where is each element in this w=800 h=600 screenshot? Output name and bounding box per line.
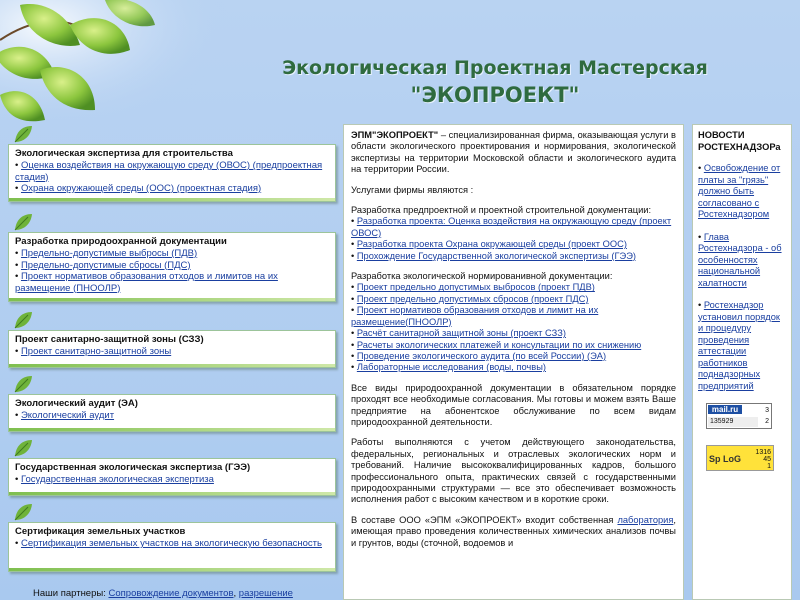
link-project-pdv[interactable]: Проект предельно допустимых выбросов (проект ПДВ) bbox=[356, 282, 595, 293]
main-content bbox=[343, 124, 684, 600]
section-title: Разработка природоохранной документации bbox=[15, 236, 227, 247]
green-bar bbox=[9, 492, 335, 495]
leaves-decoration bbox=[0, 0, 230, 130]
link-laboratory[interactable]: лаборатория bbox=[617, 514, 674, 525]
link-pdv[interactable]: Предельно-допустимые выбросы (ПДВ) bbox=[20, 248, 198, 259]
leaf-icon bbox=[12, 374, 34, 394]
site-title bbox=[245, 56, 745, 108]
link-project-oos[interactable]: Разработка проекта Охрана окружающей среды (проект ООС) bbox=[356, 239, 627, 250]
link-project-pnoolr[interactable]: Проект нормативов образования отходов и лимит на их размещение(ПНООЛР) bbox=[351, 305, 599, 327]
section-box: Экологический аудит (ЭА) • Экологический аудит bbox=[8, 394, 336, 432]
partner-link-permit[interactable]: разрешение bbox=[238, 588, 293, 599]
spylog-logo: Sp LoG bbox=[709, 454, 741, 464]
section-box: Разработка природоохранной документации • Предельно-допустимые выбросы (ПДВ) • Предельно-допустимые сбросы (ПДС) • Проект нормативов образования отходов и лимитов на их размещение (ПНООЛР) bbox=[8, 232, 336, 302]
services-heading: Услугами фирмы являются : bbox=[351, 184, 474, 195]
section-title: Проект санитарно-защитной зоны (СЗЗ) bbox=[15, 334, 204, 345]
green-bar bbox=[9, 568, 335, 571]
site-title-line1: Экологическая Проектная Мастерская bbox=[282, 57, 708, 79]
block1-heading: Разработка предпроектной и проектной строительной документации: bbox=[351, 205, 652, 216]
partner-link-docs[interactable]: Сопровождение документов bbox=[108, 588, 234, 599]
leaf-icon bbox=[12, 124, 34, 144]
section-box: Государственная экологическая экспертиза (ГЭЭ) • Государственная экологическая экспертиза bbox=[8, 458, 336, 496]
block1: Разработка предпроектной и проектной строительной документации: • Разработка проекта: Оценка воздействия на окружающую среду (проект ОВОС) • Разработка проекта Охрана окружающей среды (проект ООС) • Прохождение Государственной экологической экспертизы (ГЭЭ) bbox=[351, 205, 672, 261]
work-paragraph: Работы выполняются с учетом действующего законодательства, федеральных, региональных и отраслевых экологических норм и требований. Наличие высококвалифицированных кадров, большого профессионального опыта, практических связей с государственными природоохранными структурами — все это обеспечивает возможность исполнения работ с высоким качеством и в короткие сроки. bbox=[351, 437, 676, 505]
site-title-line2: "ЭКОПРОЕКТ" bbox=[410, 83, 580, 107]
intro-paragraph: ЭПМ"ЭКОПРОЕКТ" – специализированная фирма, оказывающая услуги в области экологического проектирования и нормирования, экологической экспертизы на территории Московской области и экологического аудита на территории России. bbox=[351, 130, 676, 175]
section-box: Сертификация земельных участков • Сертификация земельных участков на экологическую безопасность bbox=[8, 522, 336, 572]
news-link-attestation[interactable]: Ростехнадзор установил порядок и процедуру проведения аттестации работников поднадзорных предприятий bbox=[698, 300, 780, 391]
section-title: Сертификация земельных участков bbox=[15, 526, 186, 537]
link-eco-audit[interactable]: Проведение экологического аудита (по всей России) (ЭА) bbox=[356, 350, 607, 361]
link-eco-payments[interactable]: Расчеты экологических платежей и консультации по их снижению bbox=[356, 339, 642, 350]
green-bar bbox=[9, 298, 335, 301]
block2: Разработка экологической нормированивной документации: • Проект предельно допустимых выбросов (проект ПДВ) • Проект предельно допустимых сбросов (проект ПДС) • Проект нормативов образования отходов и лимит на их размещение(ПНООЛР) • Расчёт санитарной защитной зоны (проект СЗЗ) • Расчеты экологических платежей и консультации по их снижению • Проведение экологического аудита (по всей России) (ЭА) • Лабораторные исследования (воды, почвы) bbox=[351, 271, 642, 373]
link-project-szz[interactable]: Расчёт санитарной защитной зоны (проект СЗЗ) bbox=[356, 328, 566, 339]
link-lab-research[interactable]: Лабораторные исследования (воды, почвы) bbox=[356, 362, 546, 373]
mailru-counter[interactable]: mail.ru 135929 3 2 bbox=[706, 403, 772, 429]
block2-heading: Разработка экологической нормированивной документации: bbox=[351, 271, 613, 282]
spylog-counter[interactable]: Sp LoG 1316 45 1 bbox=[706, 445, 774, 471]
company-name: ЭПМ"ЭКОПРОЕКТ" bbox=[351, 130, 439, 140]
link-land-cert[interactable]: Сертификация земельных участков на экологическую безопасность bbox=[20, 538, 322, 549]
section-title: Государственная экологическая экспертиза (ГЭЭ) bbox=[15, 462, 251, 473]
partners-label: Наши партнеры: bbox=[33, 588, 106, 599]
green-bar bbox=[9, 198, 335, 201]
leaf-icon bbox=[12, 310, 34, 330]
link-audit[interactable]: Экологический аудит bbox=[20, 410, 115, 421]
news-heading: НОВОСТИ РОСТЕХНАДЗОРа bbox=[698, 130, 781, 152]
link-project-ovos[interactable]: Разработка проекта: Оценка воздействия на окружающую среду (проект ОВОС) bbox=[351, 216, 672, 238]
news-link-payment[interactable]: Освобождение от платы за "грязь" должно быть согласовано с Ростехнадзором bbox=[698, 163, 781, 219]
partners-line: Наши партнеры: Сопровождение документов, разрешение bbox=[33, 588, 293, 599]
link-pds[interactable]: Предельно-допустимые сбросы (ПДС) bbox=[20, 259, 191, 271]
agreements-paragraph: Все виды природоохранной документации в обязательном порядке проходят все необходимые согласования. Мы готовы и можем взять Ваше предприятие на абонентское обслуживание по всем видам природоохранной деятельности. bbox=[351, 382, 676, 427]
leaf-icon bbox=[12, 438, 34, 458]
link-ovos[interactable]: Оценка воздействия на окружающую среду (ОВОС) (предпроектная стадия) bbox=[15, 160, 323, 183]
section-box: Проект санитарно-защитной зоны (СЗЗ) • Проект санитарно-защитной зоны bbox=[8, 330, 336, 368]
link-pnoolr[interactable]: Проект нормативов образования отходов и лимитов на их размещение (ПНООЛР) bbox=[15, 271, 278, 294]
lab-paragraph: В составе ООО «ЭПМ «ЭКОПРОЕКТ» входит собственная лаборатория, имеющая право проведения количественных химических анализов почвы и грунтов, воды (сточной, водоемов и bbox=[351, 514, 676, 548]
green-bar bbox=[9, 428, 335, 431]
section-box: Экологическая экспертиза для строительства • Оценка воздействия на окружающую среду (ОВОС) (предпроектная стадия) • Охрана окружающей среды (ООС) (проектная стадия) bbox=[8, 144, 336, 202]
link-oos[interactable]: Охрана окружающей среды (ООС) (проектная стадия) bbox=[20, 183, 262, 194]
leaf-icon bbox=[12, 502, 34, 522]
news-column: НОВОСТИ РОСТЕХНАДЗОРа • Освобождение от платы за "грязь" должно быть согласовано с Ростехнадзором • Глава Ростехнадзора - об особенностях национальной халатности • Ростехнадзор установил порядок и процедуру проведения аттестации работников поднадзорных предприятий mail.ru 135929 3 2 Sp LoG 1316 45 1 bbox=[692, 124, 792, 600]
mailru-count: 135929 bbox=[708, 417, 758, 427]
link-project-gee[interactable]: Прохождение Государственной экологической экспертизы (ГЭЭ) bbox=[356, 250, 636, 261]
link-gee[interactable]: Государственная экологическая экспертиза bbox=[20, 474, 214, 485]
link-project-pds[interactable]: Проект предельно допустимых сбросов (проект ПДС) bbox=[356, 293, 589, 304]
leaf-icon bbox=[12, 212, 34, 232]
mailru-logo: mail.ru bbox=[708, 405, 742, 414]
news-link-negligence[interactable]: Глава Ростехнадзора - об особенностях национальной халатности bbox=[698, 231, 782, 288]
section-title: Экологическая экспертиза для строительства bbox=[15, 148, 233, 159]
green-bar bbox=[9, 364, 335, 367]
link-szz[interactable]: Проект санитарно-защитной зоны bbox=[20, 346, 172, 357]
section-title: Экологический аудит (ЭА) bbox=[15, 398, 138, 409]
